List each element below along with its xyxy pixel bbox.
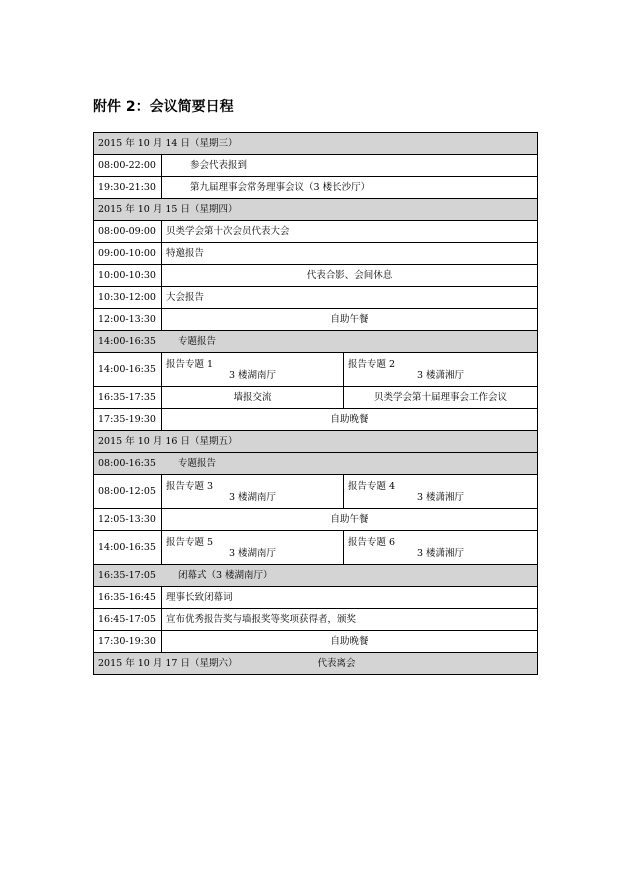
session-name: 报告专题 6 <box>348 536 396 548</box>
time-cell: 12:05-13:30 <box>94 509 162 531</box>
table-row <box>94 509 538 531</box>
schedule-table <box>93 132 538 675</box>
event-cell: 自助午餐 <box>162 309 538 331</box>
date-row <box>94 199 538 221</box>
session-room: 3 楼潇湘厅 <box>416 547 465 559</box>
date-row <box>94 431 538 453</box>
event-cell: 第九届理事会常务理事会议（3 楼长沙厅） <box>162 177 538 199</box>
session-cell <box>162 353 344 387</box>
session-cell <box>344 353 538 387</box>
section-time: 08:00-16:35 <box>98 458 156 469</box>
time-cell: 10:00-10:30 <box>94 265 162 287</box>
section-row <box>94 565 538 587</box>
section-time: 16:35-17:05 <box>98 570 156 581</box>
event-cell: 墙报交流 <box>162 387 344 409</box>
time-cell: 16:45-17:05 <box>94 609 162 631</box>
date-row <box>94 653 538 675</box>
session-name: 报告专题 4 <box>348 480 396 492</box>
event-cell: 宣布优秀报告奖与墙报奖等奖项获得者，颁奖 <box>162 609 538 631</box>
session-name: 报告专题 3 <box>166 480 214 492</box>
table-row <box>94 177 538 199</box>
event-cell: 自助午餐 <box>162 509 538 531</box>
session-room: 3 楼湖南厅 <box>228 369 277 381</box>
section-time: 14:00-16:35 <box>98 336 156 347</box>
time-cell: 16:35-16:45 <box>94 587 162 609</box>
session-room: 3 楼湖南厅 <box>228 491 277 503</box>
session-room: 3 楼湖南厅 <box>228 547 277 559</box>
session-name: 报告专题 2 <box>348 358 396 370</box>
time-cell: 16:35-17:35 <box>94 387 162 409</box>
event-cell: 代表合影、会间休息 <box>162 265 538 287</box>
event-cell: 特邀报告 <box>162 243 538 265</box>
date-cell <box>94 653 538 675</box>
time-cell: 08:00-22:00 <box>94 155 162 177</box>
table-row <box>94 409 538 431</box>
date-cell: 2015 年 10 月 15 日（星期四） <box>94 199 538 221</box>
session-name: 报告专题 1 <box>166 358 214 370</box>
event-cell: 自助晚餐 <box>162 631 538 653</box>
departure-label: 代表离会 <box>317 658 356 669</box>
event-cell: 大会报告 <box>162 287 538 309</box>
date-row <box>94 133 538 155</box>
session-room: 3 楼潇湘厅 <box>416 369 465 381</box>
time-cell: 08:00-12:05 <box>94 475 162 509</box>
table-row <box>94 265 538 287</box>
session-room: 3 楼潇湘厅 <box>416 491 465 503</box>
event-cell: 自助晚餐 <box>162 409 538 431</box>
time-cell: 17:35-19:30 <box>94 409 162 431</box>
table-row <box>94 631 538 653</box>
date-label: 2015 年 10 月 17 日（星期六） <box>98 658 238 669</box>
section-cell <box>94 331 538 353</box>
session-cell <box>344 475 538 509</box>
session-cell <box>344 531 538 565</box>
time-cell: 14:00-16:35 <box>94 531 162 565</box>
event-cell: 参会代表报到 <box>162 155 538 177</box>
session-name: 报告专题 5 <box>166 536 214 548</box>
table-row <box>94 287 538 309</box>
section-title: 闭幕式（3 楼湖南厅） <box>177 570 273 581</box>
time-cell: 08:00-09:00 <box>94 221 162 243</box>
date-cell: 2015 年 10 月 16 日（星期五） <box>94 431 538 453</box>
section-cell <box>94 565 538 587</box>
event-cell: 理事长致闭幕词 <box>162 587 538 609</box>
table-row <box>94 309 538 331</box>
session-cell <box>162 475 344 509</box>
page-title: 附件 2：会议简要日程 <box>93 99 234 115</box>
table-row <box>94 353 538 387</box>
section-title: 专题报告 <box>177 336 216 347</box>
table-row <box>94 221 538 243</box>
event-cell: 贝类学会第十次会员代表大会 <box>162 221 538 243</box>
section-cell <box>94 453 538 475</box>
time-cell: 10:30-12:00 <box>94 287 162 309</box>
time-cell: 19:30-21:30 <box>94 177 162 199</box>
table-row <box>94 387 538 409</box>
table-row <box>94 587 538 609</box>
event-cell: 贝类学会第十届理事会工作会议 <box>344 387 538 409</box>
time-cell: 17:30-19:30 <box>94 631 162 653</box>
table-row <box>94 243 538 265</box>
table-row <box>94 609 538 631</box>
time-cell: 12:00-13:30 <box>94 309 162 331</box>
section-row <box>94 453 538 475</box>
table-row <box>94 155 538 177</box>
date-cell: 2015 年 10 月 14 日（星期三） <box>94 133 538 155</box>
table-row <box>94 475 538 509</box>
table-row <box>94 531 538 565</box>
time-cell: 09:00-10:00 <box>94 243 162 265</box>
time-cell: 14:00-16:35 <box>94 353 162 387</box>
section-row <box>94 331 538 353</box>
session-cell <box>162 531 344 565</box>
section-title: 专题报告 <box>177 458 216 469</box>
